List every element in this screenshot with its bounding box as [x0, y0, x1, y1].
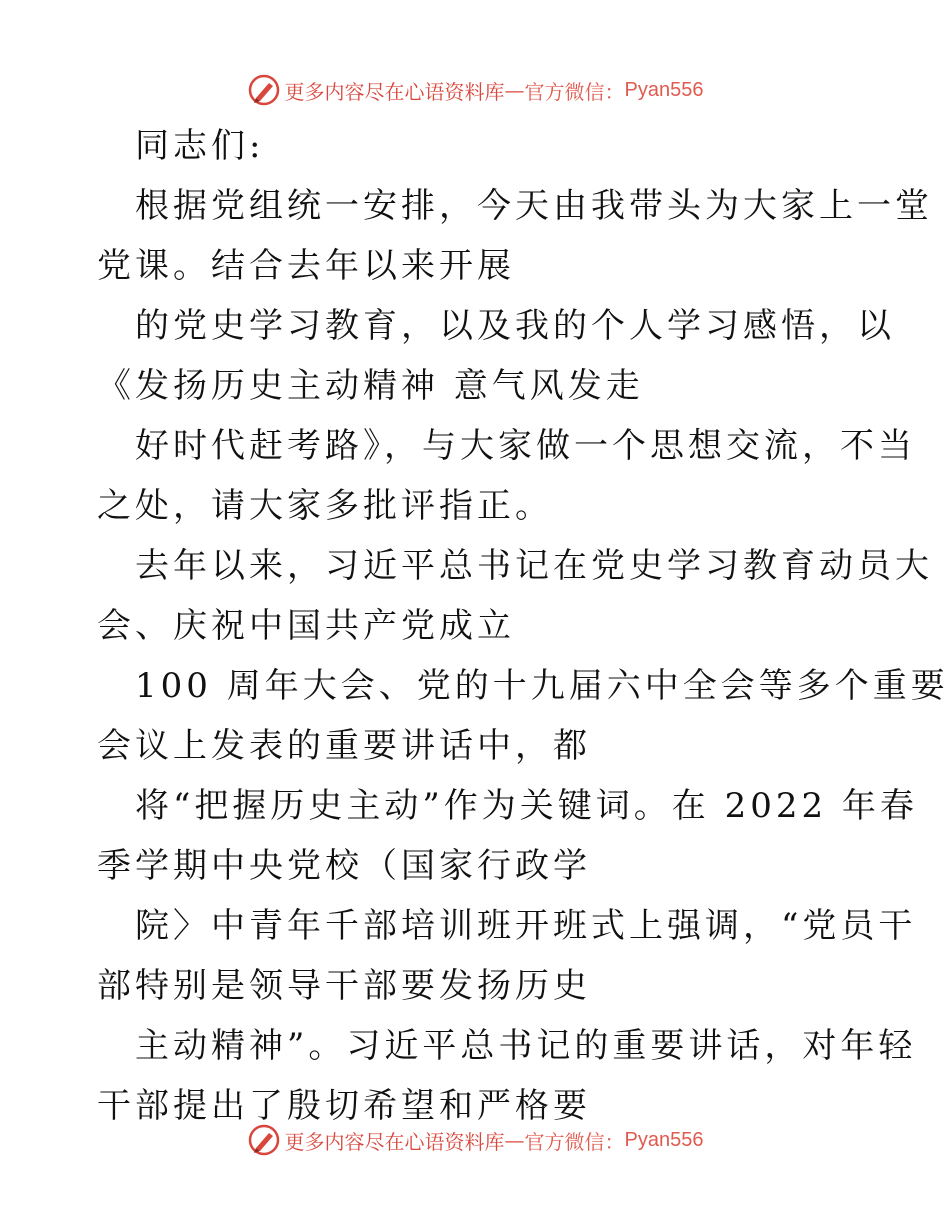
text-line: 部特别是领导干部要发扬历史 [97, 966, 591, 1006]
watermark-wechat-label: 官方微信： [524, 1129, 625, 1154]
text-line: 会议上发表的重要讲话中，都 [97, 726, 591, 766]
text-line: 会、庆祝中国共产党成立 [97, 606, 515, 646]
text-line: 的党史学习教育，以及我的个人学习感悟，以 [135, 306, 895, 346]
text-line: 主动精神”。习近平总书记的重要讲话，对年轻 [135, 1026, 917, 1066]
watermark-site-text: 更多内容尽在心语资料库 [284, 1129, 505, 1154]
text-line: 季学期中央党校（国家行政学 [97, 846, 591, 886]
text-line: 根据党组统一安排，今天由我带头为大家上一堂 [135, 186, 933, 226]
text-line: 去年以来，习近平总书记在党史学习教育动员大 [135, 546, 933, 586]
watermark-site-text: 更多内容尽在心语资料库 [284, 79, 505, 104]
pen-circle-logo-icon [247, 73, 281, 107]
text-line: 之处，请大家多批评指正。 [97, 486, 553, 526]
text-line: 党课。结合去年以来开展 [97, 246, 515, 286]
watermark-wechat-label: 官方微信： [524, 79, 625, 104]
pen-circle-logo-icon [247, 1123, 281, 1157]
watermark-separator: — [504, 1128, 525, 1152]
text-line: 好时代赶考路》，与大家做一个思想交流，不当 [135, 426, 916, 466]
watermark-separator: — [504, 78, 525, 102]
text-line: 院〉中青年千部培训班开班式上强调，“党员干 [135, 906, 917, 946]
text-line: 同志们: [135, 126, 265, 166]
watermark-wechat-id: Pyan556 [624, 78, 704, 101]
text-line: 将“把握历史主动”作为关键词。在 2022 年春 [135, 786, 918, 826]
watermark-banner-top [0, 70, 950, 110]
watermark-wechat-id: Pyan556 [624, 1128, 704, 1151]
text-line: 100 周年大会、党的十九届六中全会等多个重要 [135, 666, 949, 706]
watermark-banner-bottom [0, 1120, 950, 1160]
text-line: 干部提出了殷切希望和严格要 [97, 1086, 591, 1126]
text-line: 《发扬历史主动精神 意气风发走 [97, 366, 644, 406]
